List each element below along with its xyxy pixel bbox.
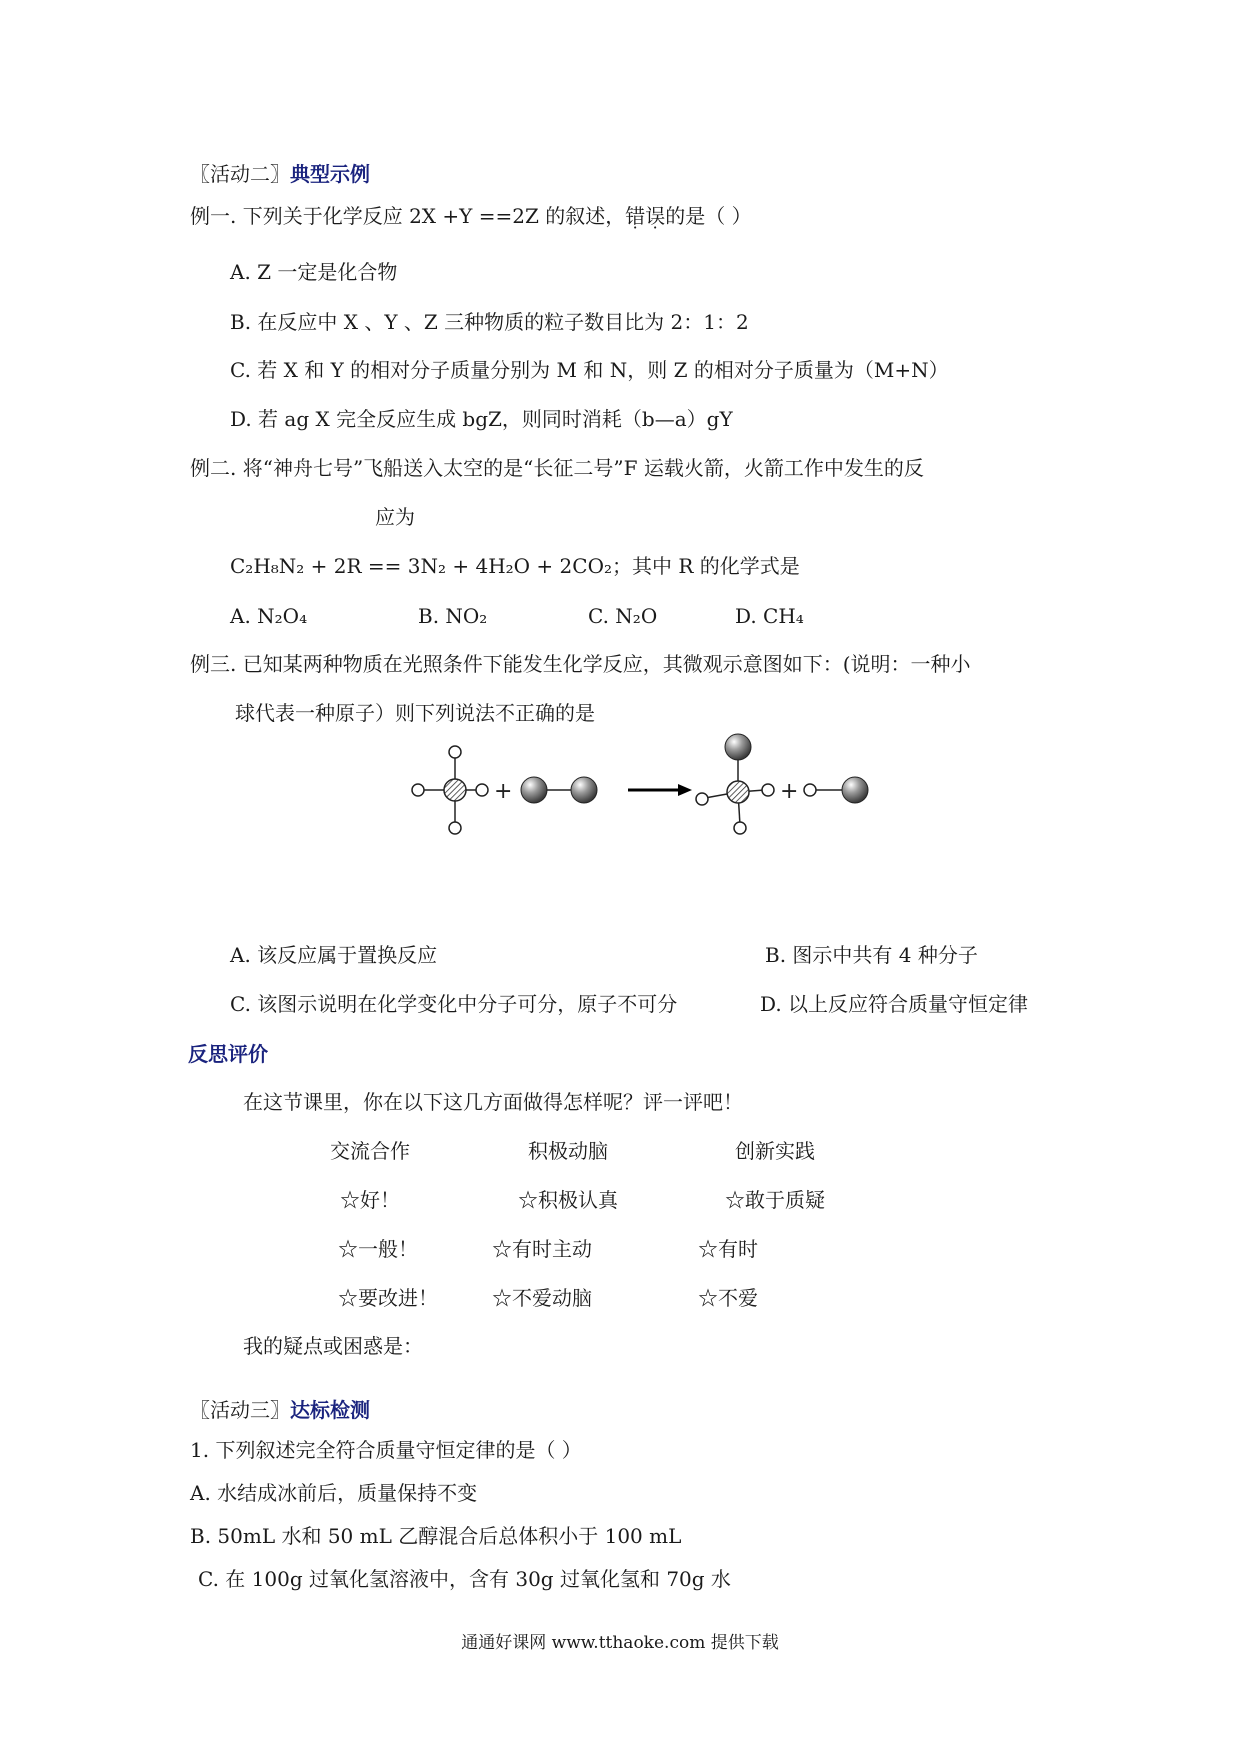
doubts-prompt: 我的疑点或困惑是：: [243, 1334, 423, 1358]
methane-molecule: [412, 746, 488, 834]
reflection-column-cooperation: 交流合作: [330, 1139, 410, 1163]
reflection-title: 反思评价: [188, 1042, 268, 1066]
arrow-icon: [628, 784, 692, 796]
example3-option-d: D. 以上反应符合质量守恒定律: [760, 992, 1029, 1016]
example3-stem-line2: 球代表一种原子）则下列说法不正确的是: [235, 701, 595, 725]
rating-option[interactable]: ☆有时: [698, 1237, 758, 1261]
reflection-column-innovation: 创新实践: [735, 1139, 815, 1163]
rating-option[interactable]: ☆不爱动脑: [492, 1286, 592, 1310]
activity3-bracket: 〖活动三〗: [190, 1398, 290, 1422]
chloromethane-molecule: [696, 734, 774, 834]
activity2-title: 典型示例: [290, 162, 370, 186]
example3-option-b: B. 图示中共有 4 种分子: [765, 943, 978, 967]
activity2-bracket: 〖活动二〗: [190, 162, 290, 186]
question1-stem: 1. 下列叙述完全符合质量守恒定律的是（ ）: [190, 1438, 582, 1462]
example2-option-a: A. N₂O₄: [230, 604, 308, 628]
example1-stem: 例一. 下列关于化学反应 2X +Y ==2Z 的叙述，错误的是（ ）: [190, 204, 752, 228]
emphasis-char: 误: [645, 204, 666, 228]
example2-option-d: D. CH₄: [735, 604, 804, 628]
reflection-column-thinking: 积极动脑: [528, 1139, 608, 1163]
rating-option[interactable]: ☆一般！: [338, 1237, 418, 1261]
page-footer: 通通好课网 www.tthaoke.com 提供下载: [461, 1633, 779, 1653]
example1-option-b: B. 在反应中 X 、Y 、Z 三种物质的粒子数目比为 2：1：2: [230, 310, 749, 334]
question1-option-c: C. 在 100g 过氧化氢溶液中，含有 30g 过氧化氢和 70g 水: [198, 1567, 731, 1591]
svg-text:+: +: [494, 779, 513, 804]
example3-option-a: A. 该反应属于置换反应: [230, 943, 438, 967]
example1-option-a: A. Z 一定是化合物: [230, 260, 398, 284]
rating-option[interactable]: ☆要改进！: [338, 1286, 438, 1310]
example1-option-d: D. 若 ag X 完全反应生成 bgZ，则同时消耗（b—a）gY: [230, 407, 733, 431]
example2-stem-line2: 应为: [375, 505, 415, 529]
question1-option-a: A. 水结成冰前后，质量保持不变: [190, 1481, 478, 1505]
example3-stem-line1: 例三. 已知某两种物质在光照条件下能发生化学反应，其微观示意图如下：(说明：一种小: [190, 652, 971, 676]
rating-option[interactable]: ☆好！: [340, 1188, 400, 1212]
rating-option[interactable]: ☆不爱: [698, 1286, 758, 1310]
example2-option-c: C. N₂O: [588, 604, 658, 628]
emphasis-char: 错: [625, 204, 646, 228]
example2-stem-line1: 例二. 将“神舟七号”飞船送入太空的是“长征二号”F 运载火箭，火箭工作中发生的反: [190, 456, 924, 480]
rating-option[interactable]: ☆积极认真: [518, 1188, 618, 1212]
example1-option-c: C. 若 X 和 Y 的相对分子质量分别为 M 和 N，则 Z 的相对分子质量为（M+N）: [230, 358, 949, 382]
reaction-diagram: [400, 730, 900, 840]
rating-option[interactable]: ☆敢于质疑: [725, 1188, 825, 1212]
svg-text:+: +: [780, 779, 799, 804]
rating-option[interactable]: ☆有时主动: [492, 1237, 592, 1261]
example2-equation: C₂H₈N₂ + 2R == 3N₂ + 4H₂O + 2CO₂；其中 R 的化学式是: [230, 554, 800, 578]
example2-option-b: B. NO₂: [418, 604, 488, 628]
question1-option-b: B. 50mL 水和 50 mL 乙醇混合后总体积小于 100 mL: [190, 1524, 682, 1548]
activity2-heading: [190, 160, 370, 188]
hydrogen-chloride-molecule: [804, 777, 868, 803]
activity3-title: 达标检测: [290, 1398, 370, 1422]
chlorine-molecule: [521, 777, 597, 803]
activity3-heading: [190, 1396, 370, 1424]
example3-option-c: C. 该图示说明在化学变化中分子可分，原子不可分: [230, 992, 678, 1016]
reflection-intro: 在这节课里，你在以下这几方面做得怎样呢？评一评吧！: [243, 1090, 743, 1114]
